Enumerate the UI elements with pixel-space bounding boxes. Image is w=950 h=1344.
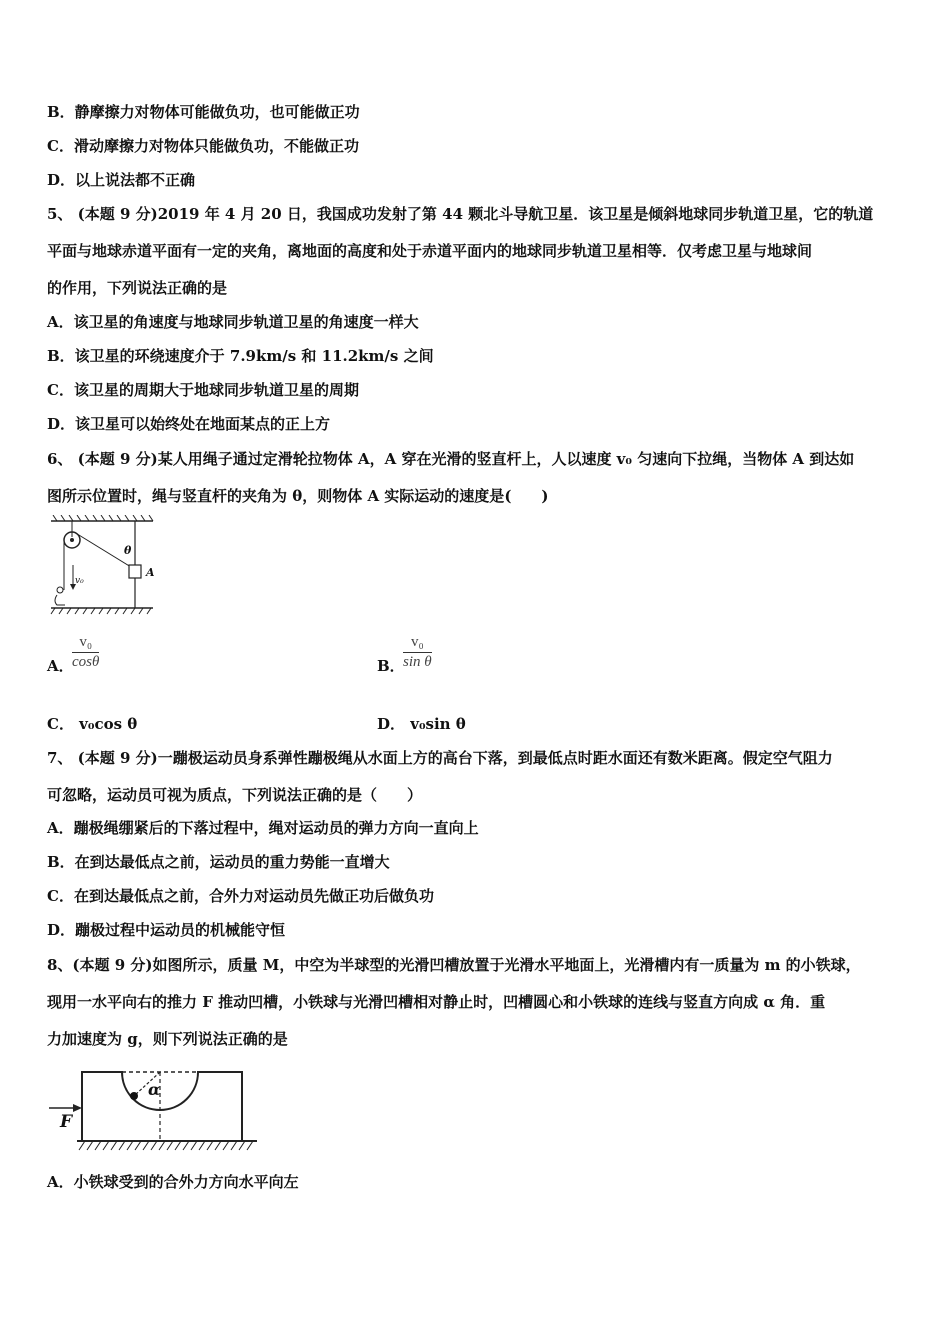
- q7-stem-line1: 7、 (本题 9 分)一蹦极运动员身系弹性蹦极绳从水面上方的高台下落，到最低点时距水面还有数米距离。假定空气阻力: [47, 749, 833, 767]
- q6-fig-a-label: A: [146, 566, 155, 579]
- q6-option-d: D． v₀sin θ: [377, 715, 466, 733]
- q6-option-a-numerator: v₀: [72, 634, 99, 653]
- q8-fig-alpha-label: α: [148, 1080, 161, 1099]
- q5-option-a: A．该卫星的角速度与地球同步轨道卫星的角速度一样大: [47, 313, 419, 331]
- q6-option-b-denominator: sin θ: [403, 654, 432, 670]
- q8-stem-line2: 现用一水平向右的推力 F 推动凹槽，小铁球与光滑凹槽相对静止时，凹槽圆心和小铁球的连线与竖直方向成 α 角．重: [47, 993, 826, 1011]
- q4-option-d: D．以上说法都不正确: [47, 171, 196, 189]
- q7-option-d: D．蹦极过程中运动员的机械能守恒: [47, 921, 286, 939]
- q6-option-b-label: B．: [377, 657, 405, 675]
- q8-stem-line3: 力加速度为 g，则下列说法正确的是: [47, 1030, 288, 1048]
- q5-option-d: D．该卫星可以始终处在地面某点的正上方: [47, 415, 331, 433]
- q6-pulley-figure: [47, 515, 157, 615]
- q6-option-a-fraction: [72, 634, 99, 671]
- q7-option-b: B．在到达最低点之前，运动员的重力势能一直增大: [47, 853, 390, 871]
- q5-option-b: B．该卫星的环绕速度介于 7.9km/s 和 11.2km/s 之间: [47, 347, 434, 365]
- q6-option-a-label: A．: [47, 657, 74, 675]
- q7-stem-line2: 可忽略，运动员可视为质点，下列说法正确的是（ ）: [47, 786, 423, 804]
- q6-option-c: C． v₀cos θ: [47, 715, 138, 733]
- q6-stem-line1: 6、 (本题 9 分)某人用绳子通过定滑轮拉物体 A，A 穿在光滑的竖直杆上，人以速度 v₀ 匀速向下拉绳，当物体 A 到达如: [47, 450, 855, 468]
- q5-stem-line1: 5、 (本题 9 分)2019 年 4 月 20 日，我国成功发射了第 44 颗北斗导航卫星．该卫星是倾斜地球同步轨道卫星，它的轨道: [47, 205, 874, 223]
- q5-option-c: C．该卫星的周期大于地球同步轨道卫星的周期: [47, 381, 359, 399]
- q8-fig-f-label: F: [60, 1112, 73, 1132]
- q6-option-a-denominator: cosθ: [72, 654, 100, 670]
- q4-option-b: B．静摩擦力对物体可能做负功，也可能做正功: [47, 103, 360, 121]
- q6-fig-theta-label: θ: [124, 544, 132, 557]
- q7-option-c: C．在到达最低点之前，合外力对运动员先做正功后做负功: [47, 887, 434, 905]
- q8-stem-line1: 8、(本题 9 分)如图所示，质量 M，中空为半球型的光滑凹槽放置于光滑水平地面上，光滑槽内有一质量为 m 的小铁球，: [47, 956, 861, 974]
- q7-option-a: A．蹦极绳绷紧后的下落过程中，绳对运动员的弹力方向一直向上: [47, 819, 479, 837]
- q5-stem-line2: 平面与地球赤道平面有一定的夹角，离地面的高度和处于赤道平面内的地球同步轨道卫星相等．仅考虑卫星与地球间: [47, 242, 813, 260]
- q4-option-c: C．滑动摩擦力对物体只能做负功，不能做正功: [47, 137, 359, 155]
- q5-stem-line3: 的作用，下列说法正确的是: [47, 279, 228, 297]
- q6-fig-v0-label: v₀: [75, 576, 84, 586]
- q8-option-a: A．小铁球受到的合外力方向水平向左: [47, 1173, 299, 1191]
- q6-option-b-numerator: v₀: [403, 634, 432, 653]
- q6-option-b-fraction: [403, 634, 432, 671]
- q6-stem-line2: 图所示位置时，绳与竖直杆的夹角为 θ，则物体 A 实际运动的速度是( ): [47, 487, 549, 505]
